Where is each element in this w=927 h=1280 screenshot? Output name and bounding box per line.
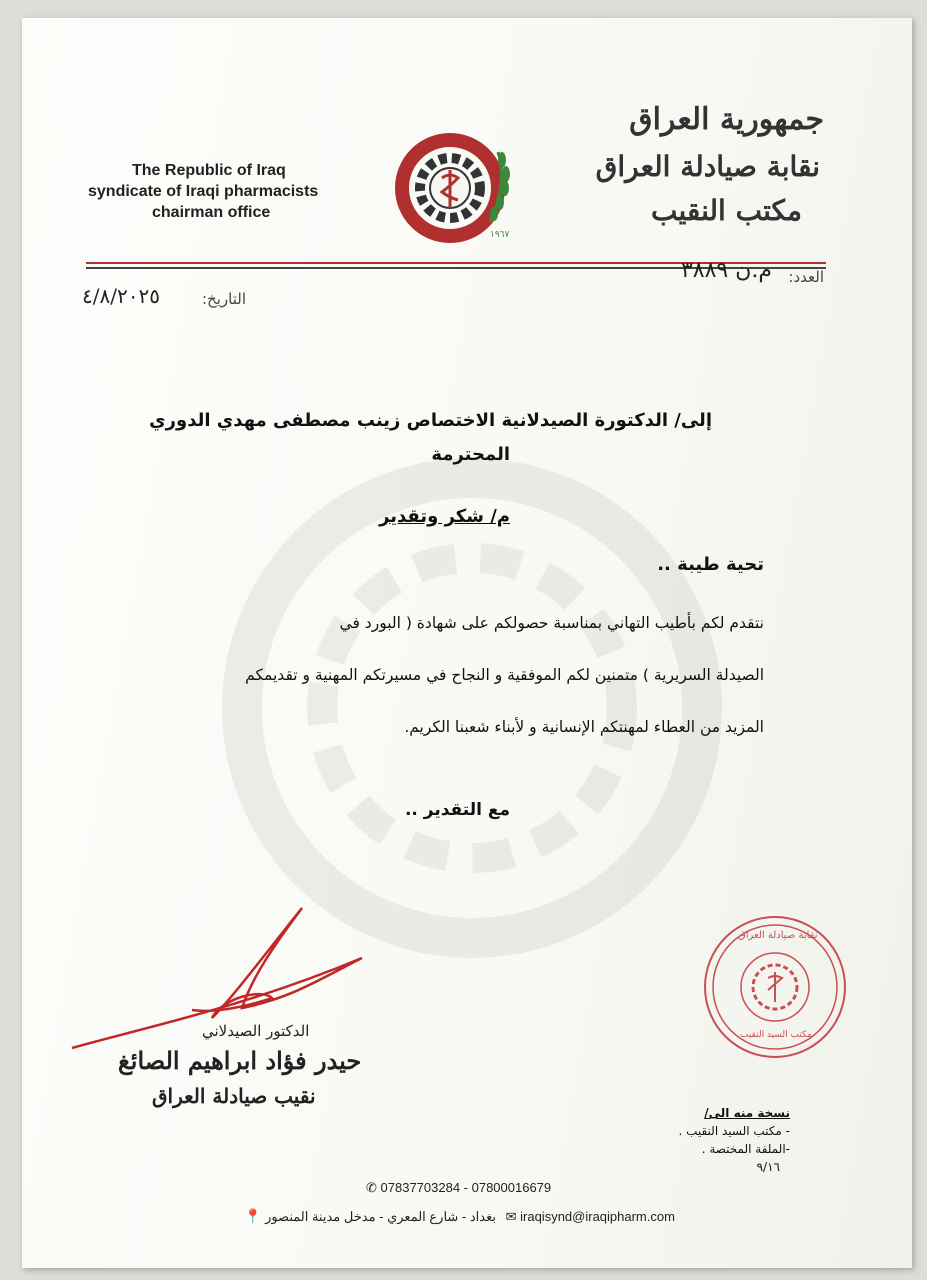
greeting: تحية طيبة .. (657, 554, 764, 575)
header-en-line2: syndicate of Iraqi pharmacists (88, 183, 319, 200)
recipient-line2: المحترمة (431, 444, 510, 465)
recipient-line1: إلى/ الدكتورة الصيدلانية الاختصاص زينب مصطفى مهدي الدوري (149, 410, 712, 431)
number-value: م.ن ٣٨٨٩ (680, 258, 772, 283)
stamp-text-top: نقابة صيادلة العراق (738, 930, 818, 941)
subject-line: م/ شكر وتقدير (379, 506, 510, 527)
official-stamp (700, 912, 850, 1062)
header-en-line3: chairman office (152, 204, 271, 221)
header-ar-line1: جمهورية العراق (629, 102, 824, 137)
signature-position: نقيب صيادلة العراق (152, 1084, 316, 1108)
copies-item2: -الملفة المختصة . (701, 1142, 790, 1156)
footer-email[interactable]: iraqisynd@iraqipharm.com (520, 1209, 675, 1224)
copies-heading: نسخة منه الى/ (704, 1106, 790, 1120)
stamp-text-bottom: مكتب السيد النقيب (740, 1030, 812, 1040)
footer-phones-row (366, 1180, 551, 1196)
footer-contact-row (244, 1208, 675, 1225)
signature-title: الدكتور الصيدلاني (202, 1022, 310, 1040)
footer-address: بغداد - شارع المعري - مدخل مدينة المنصور (265, 1209, 496, 1224)
body-line2: الصيدلة السريرية ) متمنين لكم الموفقية و النجاح في مسيرتكم المهنية و تقديمكم (245, 666, 764, 684)
header-ar-line2: نقابة صيادلة العراق (595, 150, 820, 183)
header-en-line1: The Republic of Iraq (132, 162, 286, 179)
body-line1: نتقدم لكم بأطيب التهاني بمناسبة حصولكم على شهادة ( البورد في (339, 614, 764, 632)
location-pin-icon: 📍 (244, 1208, 262, 1224)
body-line3: المزيد من العطاء لمهنتكم الإنسانية و لأبناء شعبنا الكريم. (404, 718, 764, 736)
copies-item1: - مكتب السيد النقيب . (678, 1124, 790, 1138)
date-label: التاريخ: (202, 290, 246, 308)
closing-line: مع التقدير .. (404, 800, 510, 820)
logo-year: ١٩٦٧ (490, 230, 510, 240)
footer-phones: 07837703284 - 07800016679 (380, 1180, 552, 1195)
letter-sheet (22, 18, 912, 1268)
syndicate-logo (390, 122, 540, 252)
signature-name: حيدر فؤاد ابراهيم الصائغ (118, 1046, 362, 1075)
phone-icon: ✆ (366, 1180, 377, 1195)
number-label: العدد: (788, 268, 824, 286)
date-value: ٤/٨/٢٠٢٥ (82, 284, 160, 308)
header-ar-line3: مكتب النقيب (650, 194, 802, 227)
copies-ref: ٩/١٦ (756, 1160, 780, 1174)
email-icon: ✉ (505, 1209, 517, 1224)
